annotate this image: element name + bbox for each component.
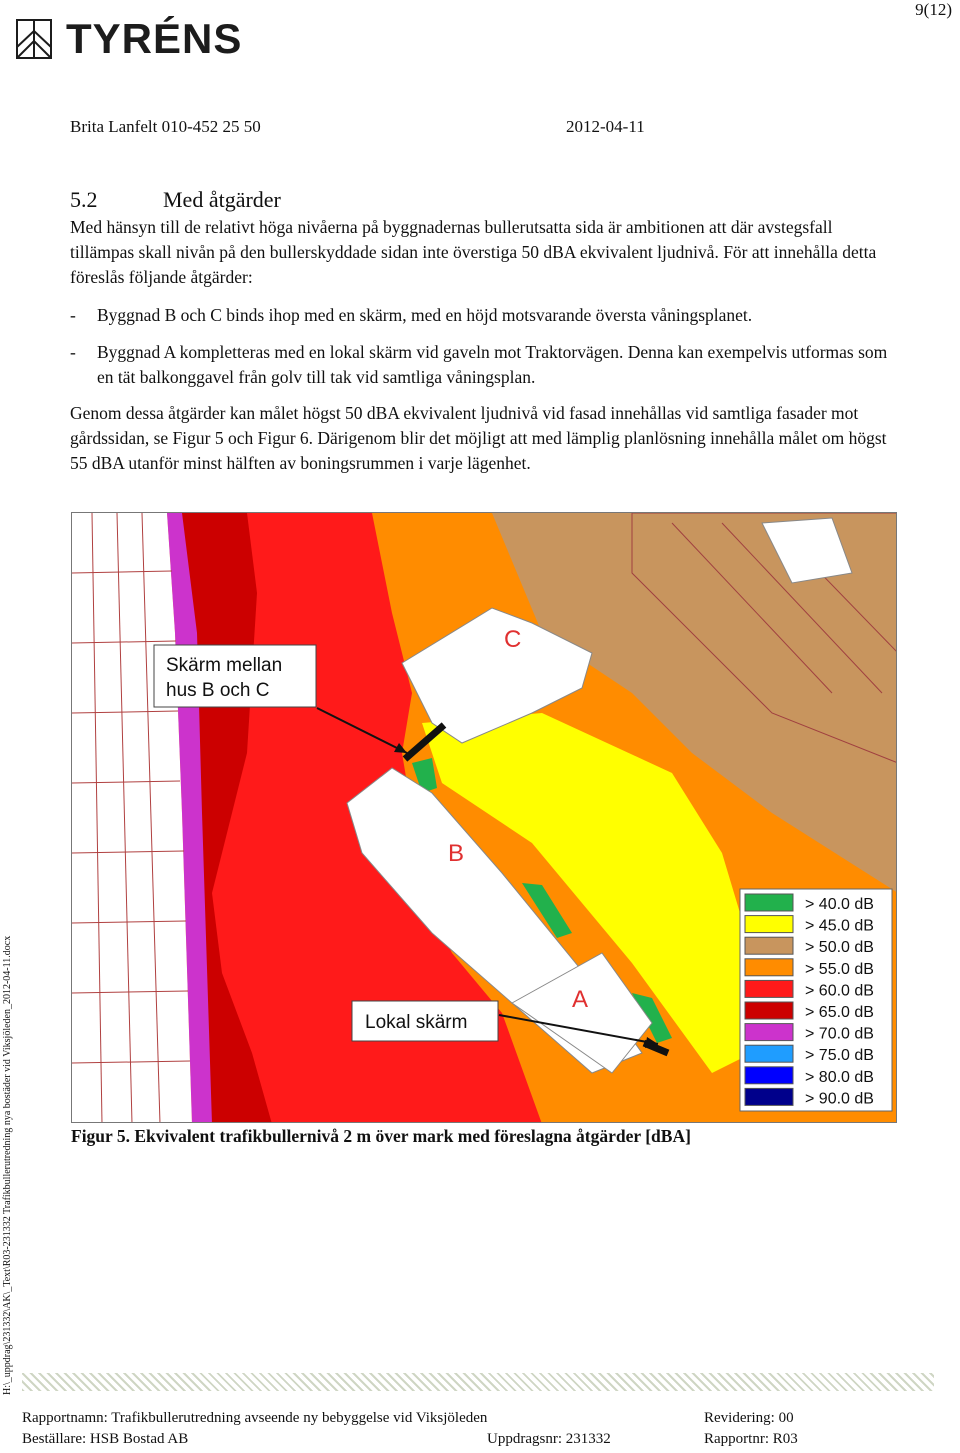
legend-swatch [745, 959, 793, 976]
footer-revision: Revidering: 00 [704, 1410, 794, 1426]
legend-label: > 90.0 dB [805, 1090, 874, 1108]
section-title: Med åtgärder [163, 187, 281, 212]
bullet-marker: - [70, 342, 76, 362]
building-label-a: A [572, 986, 589, 1013]
callout-local-text: Lokal skärm [365, 1012, 468, 1033]
legend-label: > 65.0 dB [805, 1004, 874, 1021]
noise-map [72, 513, 897, 1123]
callout-bc-line2: hus B och C [166, 680, 270, 701]
figure-caption: Figur 5. Ekvivalent trafikbullernivå 2 m över mark med föreslagna åtgärder [dBA] [71, 1126, 691, 1146]
legend-swatch [745, 916, 793, 933]
footer-report-name: Rapportnamn: Trafikbullerutredning avseende ny bebyggelse vid Viksjöleden [22, 1410, 488, 1426]
legend-label: > 45.0 dB [805, 917, 874, 935]
tyrens-logo [16, 15, 243, 62]
map-legend [740, 889, 892, 1111]
legend-swatch [745, 937, 793, 954]
footer-hatch-band [22, 1373, 934, 1391]
footer-report-no: Rapportnr: R03 [704, 1431, 798, 1447]
section-number: 5.2 [70, 187, 98, 212]
legend-label: > 80.0 dB [805, 1068, 874, 1086]
page-number: 9(12) [915, 0, 952, 19]
legend-label: > 60.0 dB [805, 982, 874, 1000]
building-label-b: B [448, 840, 465, 867]
footer-assignment: Uppdragsnr: 231332 [487, 1431, 611, 1447]
bullet-item-1 [70, 303, 895, 328]
author-contact: Brita Lanfelt 010-452 25 50 [70, 117, 261, 136]
logo-wordmark: TYRÉNS [66, 15, 243, 62]
legend-swatch [745, 1088, 793, 1105]
bullet-item-2 [70, 340, 895, 390]
legend-swatch [745, 1024, 793, 1041]
section-heading [70, 187, 281, 213]
building-label-c: C [504, 626, 522, 653]
document-date: 2012-04-11 [566, 117, 645, 136]
legend-swatch [745, 1045, 793, 1062]
bullet-text: Byggnad B och C binds ihop med en skärm, med en höjd motsvarande översta våningsplanet. [97, 305, 753, 325]
conclusion-paragraph: Genom dessa åtgärder kan målet högst 50 dBA ekvivalent ljudnivå vid fasad innehållas vid samtliga fasader mot gårdssidan, se Figur 5 och Figur 6. Därigenom blir det möjligt att med lämplig planlösning innehålla målet om högst 55 dBA utanför minst hälften av boningsrummen i varje lägenhet. [70, 403, 887, 473]
logo-mark-icon [16, 19, 52, 59]
callout-bc-line1: Skärm mellan [166, 655, 283, 676]
legend-label: > 75.0 dB [805, 1047, 874, 1065]
legend-swatch [745, 980, 793, 997]
bullet-marker: - [70, 305, 76, 325]
legend-label: > 50.0 dB [805, 939, 874, 957]
footer-client: Beställare: HSB Bostad AB [22, 1431, 189, 1447]
file-path-sidebar: H:\_uppdrag\231332\AK\_Text\R03-231332 Trafikbullerutredning nya bostäder vid Viksjöleden_2012-04-11.docx [2, 935, 13, 1395]
legend-swatch [745, 894, 793, 911]
legend-label: > 70.0 dB [805, 1025, 874, 1043]
legend-label: > 40.0 dB [805, 896, 874, 913]
bullet-text: Byggnad A kompletteras med en lokal skärm vid gaveln mot Traktorvägen. Denna kan exempelvis utformas som en tät balkonggavel från golv till tak vid samtliga våningsplan. [97, 342, 888, 387]
legend-swatch [745, 1067, 793, 1084]
legend-label: > 55.0 dB [805, 960, 874, 978]
legend-swatch [745, 1002, 793, 1019]
noise-map-figure [71, 512, 897, 1123]
intro-paragraph: Med hänsyn till de relativt höga nivåerna på byggnadernas bullerutsatta sida är ambitionen att där avstegsfall tillämpas skall nivån på den bullerskyddade sidan inte överstiga 50 dBA ekvivalent ljudnivå. För att innehålla detta föreslås följande åtgärder: [70, 217, 877, 287]
